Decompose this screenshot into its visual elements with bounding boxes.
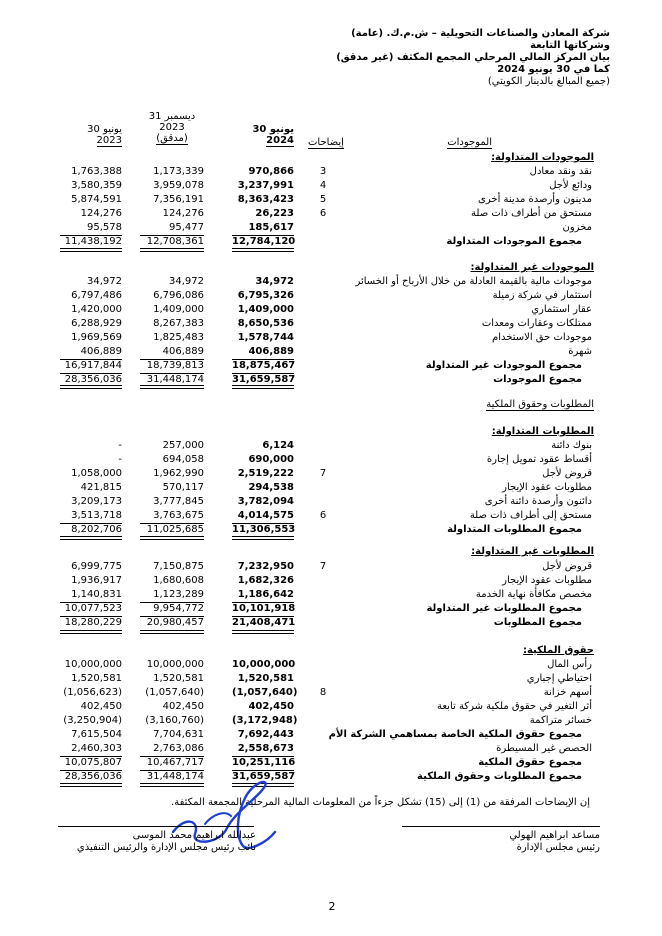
cell-2023-jun: 1,936,917 [71, 575, 122, 586]
cell-2023-jun: 1,058,000 [71, 468, 122, 479]
cell-2023-dec: 1,520,581 [153, 673, 204, 684]
cell-2023-dec: 31,448,174 [146, 374, 204, 385]
cell-2024-jun: 970,866 [248, 166, 294, 177]
section-heading-row [0, 426, 662, 438]
col-dec2023-header [140, 111, 204, 145]
total-rule [232, 523, 294, 524]
cell-2023-dec: 31,448,174 [146, 771, 204, 782]
cell-2023-dec: (1,057,640) [145, 687, 204, 698]
cell-2023-dec: 3,763,675 [153, 510, 204, 521]
total-rule [140, 770, 204, 771]
liabilities-equity-heading [486, 399, 594, 410]
cell-2024-jun: 2,558,673 [237, 743, 294, 754]
cell-2023-jun: 28,356,036 [64, 771, 122, 782]
total-row [0, 236, 662, 248]
table-row [0, 194, 662, 206]
total-rule [140, 616, 204, 617]
cell-2024-jun: 10,000,000 [232, 659, 296, 670]
cell-2024-jun: 1,682,326 [237, 575, 294, 586]
table-row [0, 276, 662, 288]
cell-2024-jun: 3,237,991 [237, 180, 294, 191]
col-dec2023-header-line3: (مدقق) [156, 133, 188, 144]
total-rule [232, 235, 294, 236]
cell-2023-dec: 694,058 [162, 454, 204, 465]
cell-2023-jun: 1,140,831 [71, 589, 122, 600]
cell-2024-jun: 34,972 [255, 276, 294, 287]
table-row [0, 346, 662, 358]
assets-header [447, 137, 492, 148]
table-row [0, 589, 662, 601]
cell-2024-jun: 8,363,423 [237, 194, 294, 205]
cell-2023-jun: 8,202,706 [71, 524, 122, 535]
cell-2024-jun: 402,450 [248, 701, 294, 712]
total-rule [232, 770, 294, 771]
table-row [0, 659, 662, 671]
col-jun2023-header-line1: 30 يونيو [87, 124, 122, 135]
table-row [0, 440, 662, 452]
row-note: 8 [319, 687, 327, 698]
cell-2024-jun: 1,186,642 [237, 589, 294, 600]
cell-2023-dec: 402,450 [162, 701, 204, 712]
double-rule [232, 385, 294, 389]
signature-line-left [58, 826, 254, 827]
row-label: مجموع المطلوبات المتداولة [447, 524, 582, 535]
signatory-right-name: مساعد ابراهيم الهولي [509, 830, 600, 841]
signatory-right-title: رئيس مجلس الإدارة [516, 842, 600, 853]
cell-2024-jun: 1,578,744 [237, 332, 294, 343]
row-label: خسائر متراكمة [529, 715, 592, 726]
cell-2024-jun: 1,520,581 [237, 673, 294, 684]
cell-2023-jun: 6,797,486 [71, 290, 122, 301]
cell-2023-jun: 28,356,036 [64, 374, 122, 385]
row-label: نقد ونقد معادل [529, 166, 592, 177]
table-row [0, 510, 662, 522]
cell-2023-jun: (1,056,623) [63, 687, 122, 698]
row-note: 3 [319, 166, 327, 177]
cell-2024-jun: (1,057,640) [232, 687, 298, 698]
cell-2024-jun: 10,101,918 [232, 603, 296, 614]
cell-2023-dec: 1,825,483 [153, 332, 204, 343]
cell-2024-jun: 18,875,467 [232, 360, 296, 371]
double-rule [60, 385, 122, 389]
cell-2024-jun: (3,172,948) [232, 715, 298, 726]
col-2024-header-line1: 30 يونيو [252, 124, 294, 135]
double-rule [232, 536, 294, 540]
double-rule [232, 248, 294, 252]
col-dec2023-header-line2: 2023 [159, 122, 185, 133]
section-heading-row [0, 152, 662, 164]
total-row [0, 360, 662, 372]
total-rule [60, 616, 122, 617]
cell-2023-dec: 9,954,772 [153, 603, 204, 614]
cell-2023-dec: 7,704,631 [153, 729, 204, 740]
double-rule [140, 385, 204, 389]
double-rule [60, 248, 122, 252]
cell-2024-jun: 690,000 [248, 454, 294, 465]
col-2024-header [232, 124, 294, 147]
cell-2023-jun: 16,917,844 [64, 360, 122, 371]
row-label: مجموع الموجودات المتداولة [446, 236, 582, 247]
row-label: ودائع لأجل [549, 180, 592, 191]
double-rule [140, 536, 204, 540]
cell-2024-jun: 406,889 [248, 346, 294, 357]
cell-2023-jun: 18,280,229 [64, 617, 122, 628]
cell-2024-jun: 3,782,094 [237, 496, 294, 507]
document-header [336, 28, 610, 88]
table-row [0, 687, 662, 699]
cell-2023-dec: 18,739,813 [146, 360, 204, 371]
cell-2023-dec: 8,267,383 [153, 318, 204, 329]
cell-2024-jun: 8,650,536 [237, 318, 294, 329]
cell-2024-jun: 31,659,587 [232, 374, 296, 385]
cell-2023-dec: 1,962,990 [153, 468, 204, 479]
table-row [0, 561, 662, 573]
table-row [0, 454, 662, 466]
total-rule [140, 359, 204, 360]
cell-2023-jun: 1,763,388 [71, 166, 122, 177]
cell-2024-jun: 7,232,950 [237, 561, 294, 572]
liabilities-equity-heading-text: المطلوبات وحقوق الملكية [486, 399, 594, 410]
row-label: مدينون وأرصدة مدينة أخرى [478, 194, 592, 205]
row-label: الموجودات المتداولة: [491, 152, 594, 163]
cell-2023-jun: 1,420,000 [71, 304, 122, 315]
table-row [0, 468, 662, 480]
row-label: المطلوبات المتداولة: [491, 426, 594, 437]
cell-2023-jun: 6,999,775 [71, 561, 122, 572]
row-label: شهرة [568, 346, 592, 357]
cell-2023-jun: 10,075,807 [64, 757, 122, 768]
total-rule [60, 756, 122, 757]
cell-2023-dec: (3,160,760) [145, 715, 204, 726]
total-rule [60, 602, 122, 603]
cell-2024-jun: 185,617 [248, 222, 294, 233]
statement-date: كما في 30 يونيو 2024 [497, 64, 610, 75]
total-rule [140, 373, 204, 374]
section-heading-row [0, 546, 662, 558]
total-rule [140, 602, 204, 603]
cell-2023-dec: 3,777,845 [153, 496, 204, 507]
signatory-left-name: عبدالله ابراهيم محمد الموسى [132, 830, 256, 841]
col-dec2023-header-line1: 31 ديسمبر [148, 111, 196, 122]
signatory-left-title: نائب رئيس مجلس الإدارة والرئيس التنفيذي [76, 842, 256, 853]
total-rule [60, 770, 122, 771]
total-rule [232, 373, 294, 374]
cell-2023-jun: 6,288,929 [71, 318, 122, 329]
cell-2023-jun: 7,615,504 [71, 729, 122, 740]
row-label: احتياطي إجباري [526, 673, 592, 684]
total-row [0, 757, 662, 769]
cell-2023-jun: 34,972 [87, 276, 122, 287]
row-label: مجموع الموجودات غير المتداولة [425, 360, 582, 371]
cell-2023-dec: 406,889 [162, 346, 204, 357]
footnote: إن الإيضاحات المرفقة من (1) إلى (15) تشكل جزءاً من المعلومات المالية المرحلية المجمعة المكثفة. [171, 797, 590, 808]
double-rule [60, 783, 122, 787]
table-row [0, 208, 662, 220]
cell-2023-jun: 10,000,000 [64, 659, 122, 670]
cell-2023-jun: 3,513,718 [71, 510, 122, 521]
table-row [0, 290, 662, 302]
table-row [0, 222, 662, 234]
row-label: مجموع حقوق الملكية الخاصة بمساهمي الشركة الأم [328, 729, 582, 740]
currency-note: (جميع المبالغ بالدينار الكويتي) [487, 76, 610, 87]
row-label: قروض لأجل [542, 561, 592, 572]
cell-2023-dec: 20,980,457 [146, 617, 204, 628]
total-rule [60, 523, 122, 524]
cell-2024-jun: 6,795,326 [237, 290, 294, 301]
cell-2023-dec: 12,708,361 [146, 236, 204, 247]
subsidiaries-line: وشركاتها التابعة [530, 40, 610, 51]
col-jun2023-header-line2: 2023 [96, 135, 122, 146]
cell-2023-dec: 10,467,717 [146, 757, 204, 768]
notes-header [308, 137, 344, 148]
total-rule [140, 235, 204, 236]
section-heading-row [0, 262, 662, 274]
row-label: أسهم خزانة [543, 687, 592, 698]
double-rule [60, 630, 122, 634]
cell-2024-jun: 7,692,443 [237, 729, 294, 740]
cell-2024-jun: 31,659,587 [232, 771, 296, 782]
section-heading-row [0, 645, 662, 657]
total-rule [232, 602, 294, 603]
cell-2023-dec: 34,972 [169, 276, 204, 287]
double-rule [140, 248, 204, 252]
cell-2023-jun: 95,578 [87, 222, 122, 233]
row-label: مجموع المطلوبات وحقوق الملكية [417, 771, 582, 782]
cell-2024-jun: 6,124 [262, 440, 294, 451]
row-note: 7 [319, 468, 327, 479]
row-label: مجموع الموجودات [493, 374, 582, 385]
row-label: موجودات مالية بالقيمة العادلة من خلال الأرباح أو الخسائر [355, 276, 592, 287]
cell-2023-dec: 7,356,191 [153, 194, 204, 205]
cell-2024-jun: 12,784,120 [232, 236, 296, 247]
cell-2023-jun: 3,209,173 [71, 496, 122, 507]
signature-line-right [402, 826, 600, 827]
total-row [0, 524, 662, 536]
row-label: رأس المال [547, 659, 592, 670]
cell-2023-dec: 7,150,875 [153, 561, 204, 572]
cell-2023-dec: 257,000 [162, 440, 204, 451]
cell-2023-jun: 3,580,359 [71, 180, 122, 191]
cell-2023-jun: (3,250,904) [63, 715, 122, 726]
row-label: مخصص مكافأة نهاية الخدمة [475, 589, 592, 600]
cell-2023-jun: 11,438,192 [64, 236, 122, 247]
row-label: مستحق إلى أطراف ذات صلة [469, 510, 592, 521]
row-label: استثمار في شركة زميلة [492, 290, 592, 301]
total-rule [60, 235, 122, 236]
row-label: دائنون وأرصدة دائنة أخرى [484, 496, 592, 507]
cell-2023-jun: 1,520,581 [71, 673, 122, 684]
cell-2024-jun: 21,408,471 [232, 617, 296, 628]
total-row [0, 617, 662, 629]
cell-2023-dec: 124,276 [162, 208, 204, 219]
row-note: 5 [319, 194, 327, 205]
cell-2023-jun: 406,889 [80, 346, 122, 357]
row-label: الحصص غير المسيطرة [496, 743, 592, 754]
row-label: بنوك دائنة [551, 440, 592, 451]
cell-2023-dec: 1,409,000 [153, 304, 204, 315]
table-row [0, 673, 662, 685]
statement-title: بيان المركز المالي المرحلي المجمع المكثف (غير مدقق) [336, 52, 610, 63]
row-label: مطلوبات عقود الإيجار [502, 482, 592, 493]
cell-2023-dec: 1,173,339 [153, 166, 204, 177]
assets-header-text: الموجودات [447, 137, 492, 148]
cell-2023-jun: - [118, 454, 122, 465]
row-label: أثر التغير في حقوق ملكية شركة تابعة [436, 701, 592, 712]
cell-2023-jun: 2,460,303 [71, 743, 122, 754]
company-name: شركة المعادن والصناعات التحويلية – ش.م.ك. (عامة) [351, 28, 610, 39]
double-rule [232, 630, 294, 634]
cell-2024-jun: 4,014,575 [237, 510, 294, 521]
row-note: 6 [319, 208, 327, 219]
row-label: الموجودات غير المتداولة: [470, 262, 594, 273]
table-row [0, 482, 662, 494]
total-rule [232, 616, 294, 617]
row-label: مستحق من أطراف ذات صلة [471, 208, 592, 219]
cell-2023-dec: 95,477 [169, 222, 204, 233]
double-rule [60, 536, 122, 540]
cell-2023-jun: 421,815 [80, 482, 122, 493]
cell-2023-jun: 5,874,591 [71, 194, 122, 205]
cell-2023-jun: 1,969,569 [71, 332, 122, 343]
cell-2023-jun: 124,276 [80, 208, 122, 219]
cell-2024-jun: 26,223 [255, 208, 294, 219]
row-label: قروض لأجل [542, 468, 592, 479]
double-rule [140, 630, 204, 634]
cell-2023-dec: 3,959,078 [153, 180, 204, 191]
row-label: مطلوبات عقود الإيجار [502, 575, 592, 586]
row-label: عقار استثماري [531, 304, 592, 315]
cell-2023-dec: 11,025,685 [146, 524, 204, 535]
cell-2023-dec: 1,680,608 [153, 575, 204, 586]
cell-2023-dec: 1,123,289 [153, 589, 204, 600]
row-label: موجودات حق الاستخدام [492, 332, 592, 343]
table-row [0, 332, 662, 344]
row-label: مجموع المطلوبات غير المتداولة [426, 603, 582, 614]
table-row [0, 318, 662, 330]
row-label: المطلوبات غير المتداولة: [471, 546, 594, 557]
cell-2024-jun: 11,306,553 [232, 524, 296, 535]
total-row [0, 729, 662, 741]
row-label: مجموع حقوق الملكية [478, 757, 582, 768]
signatory-right [509, 830, 600, 854]
table-row [0, 575, 662, 587]
page-number: 2 [328, 900, 336, 913]
table-row [0, 743, 662, 755]
cell-2023-dec: 2,763,086 [153, 743, 204, 754]
cell-2023-dec: 6,796,086 [153, 290, 204, 301]
table-row [0, 496, 662, 508]
cell-2024-jun: 294,538 [248, 482, 294, 493]
total-rule [140, 756, 204, 757]
total-row [0, 771, 662, 783]
total-rule [232, 359, 294, 360]
cell-2023-jun: 10,077,523 [64, 603, 122, 614]
row-note: 7 [319, 561, 327, 572]
row-note: 4 [319, 180, 327, 191]
table-row [0, 715, 662, 727]
total-rule [60, 373, 122, 374]
cell-2024-jun: 1,409,000 [237, 304, 294, 315]
table-row [0, 180, 662, 192]
cell-2024-jun: 10,251,116 [232, 757, 296, 768]
col-jun2023-header [60, 124, 122, 147]
notes-header-text: إيضاحات [308, 137, 344, 148]
cell-2023-dec: 10,000,000 [146, 659, 204, 670]
total-row [0, 603, 662, 615]
total-rule [60, 359, 122, 360]
total-rule [232, 756, 294, 757]
row-label: مخزون [562, 222, 592, 233]
cell-2024-jun: 2,519,222 [237, 468, 294, 479]
row-label: مجموع المطلوبات [493, 617, 582, 628]
row-note: 6 [319, 510, 327, 521]
table-row [0, 701, 662, 713]
table-row [0, 166, 662, 178]
total-rule [140, 523, 204, 524]
cell-2023-jun: 402,450 [80, 701, 122, 712]
row-label: حقوق الملكية: [522, 645, 594, 656]
row-label: ممتلكات وعقارات ومعدات [481, 318, 592, 329]
col-2024-header-line2: 2024 [266, 135, 294, 146]
signatory-left [66, 830, 256, 854]
cell-2023-jun: - [118, 440, 122, 451]
table-row [0, 304, 662, 316]
cell-2023-dec: 570,117 [162, 482, 204, 493]
row-label: أقساط عقود تمويل إجارة [486, 454, 592, 465]
